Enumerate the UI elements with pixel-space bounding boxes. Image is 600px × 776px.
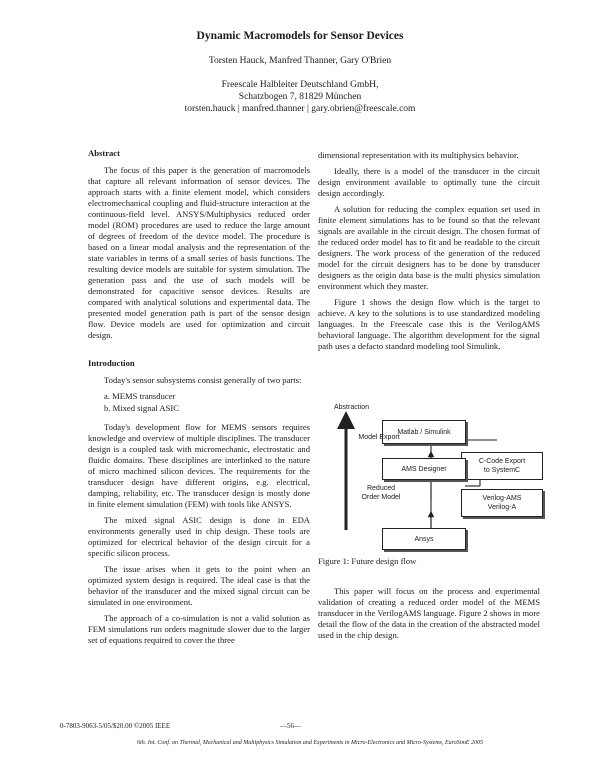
ansys-box	[382, 528, 466, 550]
body-paragraph: Figure 1 shows the design flow which is the target to achieve. A key to the solutions is to use standardized modeling languages. In the Freescale case this is the VerilogAMS behavioral language. The algorithm development for the signal path uses a defacto standard modeling tool Simulink.	[318, 297, 540, 351]
intro-paragraph: The approach of a co-simulation is not a valid solution as FEM simulations run orders magnitude slower due to the larger set of equations required to cover the three	[88, 613, 310, 645]
intro-paragraph: The issue arises when it gets to the point when an optimized system design is required. The ideal case is that the behavior of the transducer and the mixed signal circuit can be simulated in one environment.	[88, 564, 310, 607]
intro-paragraph: The mixed signal ASIC design is done in EDA environments generally used in chip design. These tools are optimized for electrical behavior of the design circuit for a specific silicon process.	[88, 515, 310, 558]
box-label: Ansys	[414, 535, 434, 543]
list-item: b. Mixed signal ASIC	[104, 403, 179, 413]
body-paragraph: Ideally, there is a model of the transducer in the circuit design environment available to optimally tune the circuit design accordingly.	[318, 166, 540, 198]
intro-list	[88, 391, 310, 414]
label-line: Order Model	[361, 494, 401, 501]
address: Schatzbogen 7, 81829 München	[238, 92, 362, 102]
right-column	[318, 150, 540, 357]
box-label: AMS Designer	[401, 465, 447, 473]
label-line: Reduced	[366, 485, 396, 492]
c-code-export-box	[461, 452, 543, 480]
paper-title: Dynamic Macromodels for Sensor Devices	[196, 30, 404, 42]
page-number: —56—	[280, 722, 301, 730]
figure-caption: Figure 1: Future design flow	[318, 556, 417, 566]
body-paragraph: dimensional representation with its multiphysics behavior.	[318, 150, 519, 160]
box-label: Verilog-A	[487, 504, 517, 511]
box-label: C-Code Export	[478, 458, 526, 465]
conference-line: 6th. Int. Conf. on Thermal, Mechanical and Multiphysics Simulation and Experiments in Micro-Electronics and Micro-Systems, EuroSimE 2005	[137, 740, 483, 746]
verilog-ams-box	[461, 489, 543, 517]
isbn-line: 0-7803-9063-5/05/$20.00 ©2005 IEEE	[60, 722, 171, 730]
axis-label: Abstraction	[334, 404, 370, 411]
intro-paragraph: Today's development flow for MEMS sensors requires knowledge and overview of multiple disciplines. The transducer design is a coupled task with micromechanic, electrostatic and fluidic domains. These disciplines are interlinked to the nature of micro machined silicon devices. The requirements for the transducer design have different origins, e.g. electrical, damping, reliability, etc. The transducer design is mostly done in finite element simulation (FEM) with tools like ANSYS.	[88, 422, 310, 509]
body-paragraph: This paper will focus on the process and experimental validation of creating a reduced order model of the MEMS transducer in the VerilogAMS language. Figure 2 shows in more detail the flow of the data in the creation of the abstracted model used in the chip design.	[318, 586, 540, 640]
reduced-order-model-label	[353, 484, 409, 502]
introduction-heading: Introduction	[88, 358, 135, 368]
body-paragraph: A solution for reducing the complex equation set used in finite element simulations has to be found so that the relevant signals are available in the circuit design. The chosen format of the reduced order model has to fit and be readable to the circuit designers. The work process of the generation of the reduced model for the circuit designers has to be done by transducer designers as the origin data base is the multi physics simulation environment which they master.	[318, 204, 540, 291]
emails: torsten.hauck | manfred.thanner | gary.obrien@freescale.com	[184, 104, 416, 114]
model-export-label: Model Export	[358, 434, 400, 441]
intro-paragraph: Today's sensor subsystems consist generally of two parts:	[104, 375, 302, 385]
abstract-heading: Abstract	[88, 148, 120, 158]
list-item: a. MEMS transducer	[104, 391, 176, 401]
ams-designer-box	[382, 458, 466, 480]
right-column-bottom	[318, 586, 540, 646]
box-label: to SystemC	[483, 467, 521, 474]
left-column	[88, 148, 310, 651]
box-label: Matlab / Simulink	[397, 428, 451, 436]
authors: Torsten Hauck, Manfred Thanner, Gary O'Brien	[208, 56, 392, 66]
abstract-text: The focus of this paper is the generation of macromodels that capture all relevant information of sensor devices. The approach starts with a finite element model, which considers electromechanical coupling and fluid-structure interaction at the continuous-field level. ANSYS/Multiphysics reduced order model (ROM) procedures are used to reduce the large amount of degrees of freedom of the device model. The procedure is based on a linear modal analysis and the representation of the state variables in terms of a small series of basis functions. The resulting device models are suitable for system simulation. The generation pass and the use of such models will be demonstrated for capacitive sensor devices. Results are compared with analytical solutions and experimental data. The presented model generation path is part of the sensor design flow. Device models are used for optimization and circuit design.	[88, 165, 310, 340]
affiliation: Freescale Halbleiter Deutschland GmbH,	[221, 80, 379, 90]
figure-1	[320, 400, 550, 560]
box-label: Verilog-AMS	[482, 495, 522, 502]
